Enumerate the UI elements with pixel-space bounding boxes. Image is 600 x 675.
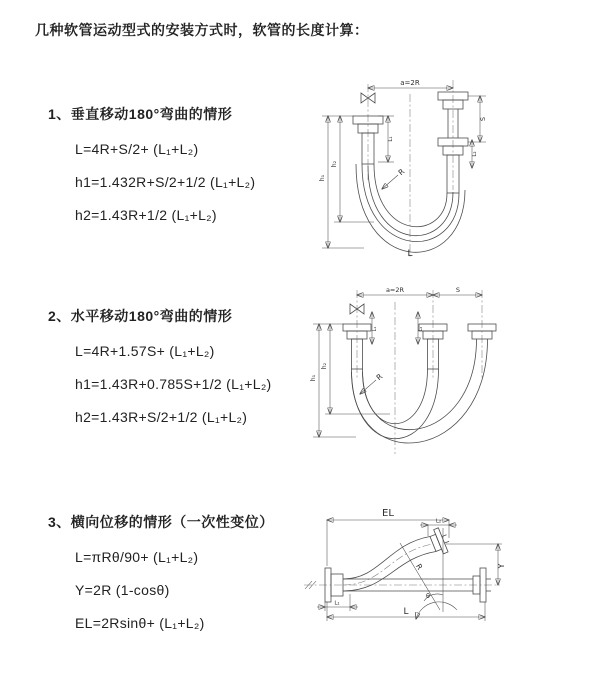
formula-line: L=πRθ/90+ (L₁+L₂) xyxy=(75,549,199,565)
page-title: 几种软管运动型式的安装方式时，软管的长度计算： xyxy=(35,22,369,38)
dim-h1 xyxy=(310,324,356,437)
section-1 xyxy=(48,104,255,232)
dim-label: h₁ xyxy=(310,374,317,382)
dim-label: L₂ xyxy=(472,151,478,157)
dim-label: L₂ xyxy=(435,518,442,525)
dim-label: EL xyxy=(382,508,394,519)
formula-line: h1=1.43R+0.785S+1/2 (L₁+L₂) xyxy=(75,376,272,392)
dim-l1 xyxy=(372,312,378,344)
dim-a2r xyxy=(368,79,453,88)
dim-label: L₂ xyxy=(418,326,424,332)
dim-h2 xyxy=(331,116,374,222)
dim-s xyxy=(468,96,487,142)
section-2-formulas xyxy=(75,335,272,434)
section-1-heading: 1、垂直移动180°弯曲的情形 xyxy=(48,106,233,122)
centerlines xyxy=(304,544,500,589)
section-3 xyxy=(48,512,274,640)
dim-label: L₁ xyxy=(372,326,378,332)
hose-curves xyxy=(356,164,465,252)
dim-label: R xyxy=(413,562,425,572)
centerlines xyxy=(357,290,482,454)
formula-line: L=4R+S/2+ (L₁+L₂) xyxy=(75,141,199,157)
dim-label: a=2R xyxy=(385,286,405,294)
formula-line: h2=1.43R+S/2+1/2 (L₁+L₂) xyxy=(75,409,248,425)
dim-label: R xyxy=(374,371,385,383)
radius-callout xyxy=(382,167,406,189)
dim-l1 xyxy=(317,594,358,611)
hose-curves xyxy=(352,339,488,443)
dim-label: L₁ xyxy=(334,600,340,607)
dim-label: Y xyxy=(497,563,506,569)
dim-s xyxy=(433,286,482,295)
dim-l2 xyxy=(472,140,478,168)
dim-l xyxy=(327,602,485,621)
dim-label: a=2R xyxy=(400,79,420,87)
dim-label: S xyxy=(479,116,487,122)
length-label: L xyxy=(407,249,413,259)
section-1-formulas xyxy=(75,133,255,232)
angle-label: θ xyxy=(426,592,430,600)
diagram-horizontal-180 xyxy=(308,282,600,464)
dim-el xyxy=(327,508,449,566)
dim-label: h₁ xyxy=(319,174,326,182)
dim-l2 xyxy=(420,519,457,537)
formula-line: EL=2Rsinθ+ (L₁+L₂) xyxy=(75,615,205,631)
section-3-formulas xyxy=(75,541,274,640)
dim-label: R xyxy=(396,166,407,178)
dim-label: h₂ xyxy=(331,160,338,168)
diagram-lateral-displacement xyxy=(300,498,600,653)
formula-line: h2=1.43R+1/2 (L₁+L₂) xyxy=(75,207,217,223)
section-2 xyxy=(48,306,272,434)
formula-line: L=4R+1.57S+ (L₁+L₂) xyxy=(75,343,215,359)
section-3-heading: 3、横向位移的情形（一次性变位） xyxy=(48,514,274,530)
formula-line: h1=1.432R+S/2+1/2 (L₁+L₂) xyxy=(75,174,256,190)
dim-l1 xyxy=(378,116,394,162)
dim-label: S xyxy=(455,286,461,294)
dim-label: L₁ xyxy=(388,136,394,142)
dim-label: h₂ xyxy=(321,362,328,370)
dim-label: L xyxy=(403,607,409,617)
dim-a2r xyxy=(357,286,433,295)
diagram-vertical-180 xyxy=(312,72,598,260)
formula-line: Y=2R (1-cosθ) xyxy=(75,582,170,598)
centerlines xyxy=(368,80,453,258)
section-2-heading: 2、水平移动180°弯曲的情形 xyxy=(48,308,233,324)
